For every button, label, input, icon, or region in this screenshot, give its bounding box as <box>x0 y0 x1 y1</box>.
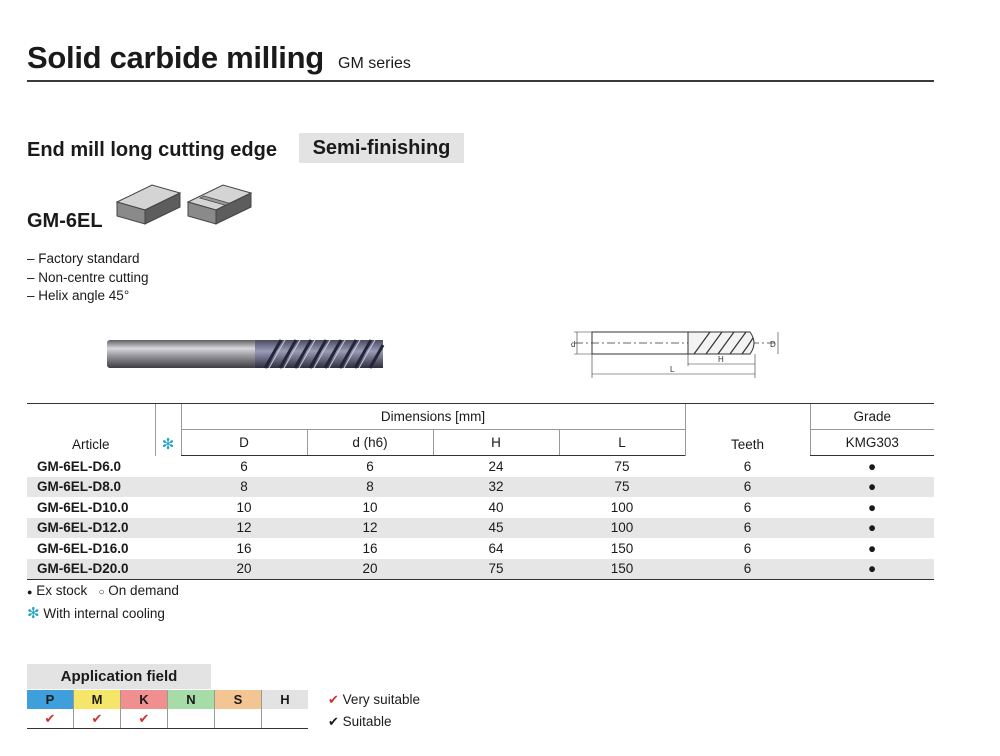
D-cell: 8 <box>181 477 307 498</box>
material-k: K <box>121 690 168 709</box>
D-cell: 20 <box>181 559 307 580</box>
feature-item: – Non-centre cutting <box>27 269 149 285</box>
empty-cell <box>262 709 309 729</box>
suitable-label: Suitable <box>342 714 392 729</box>
teeth-cell: 6 <box>743 458 752 474</box>
header-D: D <box>181 430 307 456</box>
d-cell: 16 <box>362 540 378 556</box>
H-cell: 45 <box>433 518 559 539</box>
feature-list <box>27 250 149 306</box>
article-cell: GM-6EL-D8.0 <box>27 477 155 498</box>
check-icon: ✔ <box>27 709 74 729</box>
tool-dimension-diagram <box>560 324 790 382</box>
diagram-label-H: H <box>718 355 724 364</box>
feature-item: – Factory standard <box>27 251 140 266</box>
material-p: P <box>27 690 74 709</box>
teeth-cell: 6 <box>685 477 810 498</box>
end-mill-photo <box>105 337 390 371</box>
H-cell: 40 <box>488 499 504 515</box>
teeth-cell: 6 <box>685 518 810 539</box>
cooling-cell <box>155 538 181 559</box>
very-suitable-legend <box>328 692 420 708</box>
D-cell: 12 <box>181 518 307 539</box>
suitable-legend <box>328 714 391 730</box>
article-cell: GM-6EL-D16.0 <box>37 540 129 556</box>
header-grade: Grade <box>810 404 934 430</box>
empty-cell <box>168 709 215 729</box>
slotted-block-icon <box>188 185 251 224</box>
d-cell: 8 <box>307 477 433 498</box>
stock-cell: ● <box>810 559 934 580</box>
d-cell: 20 <box>307 559 433 580</box>
d-cell: 10 <box>362 499 378 515</box>
table-row <box>27 518 934 539</box>
workpiece-shape-icons <box>112 177 257 232</box>
on-demand-symbol: ○ <box>98 587 105 598</box>
diagram-label-d: d <box>571 340 576 349</box>
stock-cell: ● <box>867 499 877 515</box>
ex-stock-label: Ex stock <box>36 583 88 598</box>
series-label: GM series <box>338 55 411 72</box>
check-icon: ✔ <box>74 709 121 729</box>
on-demand-label: On demand <box>108 583 179 598</box>
material-m: M <box>74 690 121 709</box>
teeth-cell: 6 <box>743 540 752 556</box>
article-cell: GM-6EL-D20.0 <box>27 559 155 580</box>
header-grade-kmg303: KMG303 <box>810 430 934 456</box>
cooling-cell <box>155 518 181 539</box>
table-row <box>27 559 934 580</box>
material-s: S <box>215 690 262 709</box>
stock-cell: ● <box>810 477 934 498</box>
black-check-icon: ✔ <box>328 714 339 729</box>
teeth-cell: 6 <box>685 559 810 580</box>
header-H: H <box>433 430 559 456</box>
H-cell: 32 <box>433 477 559 498</box>
material-h: H <box>262 690 309 709</box>
material-n: N <box>168 690 215 709</box>
header-d: d (h6) <box>307 430 433 456</box>
table-row <box>27 477 934 498</box>
cooling-label: With internal cooling <box>43 606 165 621</box>
header-teeth: Teeth <box>685 404 810 456</box>
cooling-cell <box>155 497 181 518</box>
block-icon <box>117 185 180 224</box>
specification-table <box>27 403 934 580</box>
diagram-label-D: D <box>770 340 776 349</box>
application-field-title: Application field <box>27 664 211 689</box>
L-cell: 150 <box>559 559 685 580</box>
title-divider <box>27 80 934 82</box>
d-cell: 6 <box>366 458 374 474</box>
D-cell: 6 <box>240 458 248 474</box>
L-cell: 75 <box>559 477 685 498</box>
cooling-cell <box>155 559 181 580</box>
L-cell: 75 <box>614 458 630 474</box>
table-row <box>27 456 934 477</box>
L-cell: 100 <box>610 499 634 515</box>
cooling-cell <box>155 456 181 477</box>
D-cell: 16 <box>236 540 252 556</box>
section-title: End mill long cutting edge <box>27 139 277 161</box>
semi-finishing-badge: Semi-finishing <box>299 133 464 163</box>
header-article: Article <box>27 404 155 456</box>
header-dimensions: Dimensions [mm] <box>181 404 685 430</box>
stock-cell: ● <box>810 518 934 539</box>
article-cell: GM-6EL-D6.0 <box>37 458 122 474</box>
cooling-icon: ✻ <box>27 605 40 622</box>
table-row <box>27 497 934 518</box>
H-cell: 24 <box>488 458 504 474</box>
cooling-cell <box>155 477 181 498</box>
H-cell: 64 <box>488 540 504 556</box>
very-suitable-label: Very suitable <box>342 692 420 707</box>
stock-cell: ● <box>867 540 877 556</box>
ex-stock-symbol: ● <box>27 587 33 597</box>
stock-cell: ● <box>867 458 877 474</box>
diagram-label-L: L <box>670 365 675 374</box>
red-check-icon: ✔ <box>328 692 339 707</box>
D-cell: 10 <box>236 499 252 515</box>
product-code: GM-6EL <box>27 210 103 232</box>
teeth-cell: 6 <box>743 499 752 515</box>
feature-item: – Helix angle 45° <box>27 288 130 303</box>
L-cell: 150 <box>610 540 634 556</box>
page-title: Solid carbide milling <box>27 40 324 75</box>
header-L: L <box>559 430 685 456</box>
empty-cell <box>215 709 262 729</box>
application-field-table <box>27 690 308 729</box>
check-icon: ✔ <box>121 709 168 729</box>
cooling-legend <box>27 604 165 622</box>
header-cooling-icon: ✻ <box>155 404 181 456</box>
stock-legend <box>27 583 179 598</box>
article-cell: GM-6EL-D10.0 <box>37 499 129 515</box>
article-cell: GM-6EL-D12.0 <box>27 518 155 539</box>
d-cell: 12 <box>307 518 433 539</box>
table-row <box>27 538 934 559</box>
H-cell: 75 <box>433 559 559 580</box>
L-cell: 100 <box>559 518 685 539</box>
